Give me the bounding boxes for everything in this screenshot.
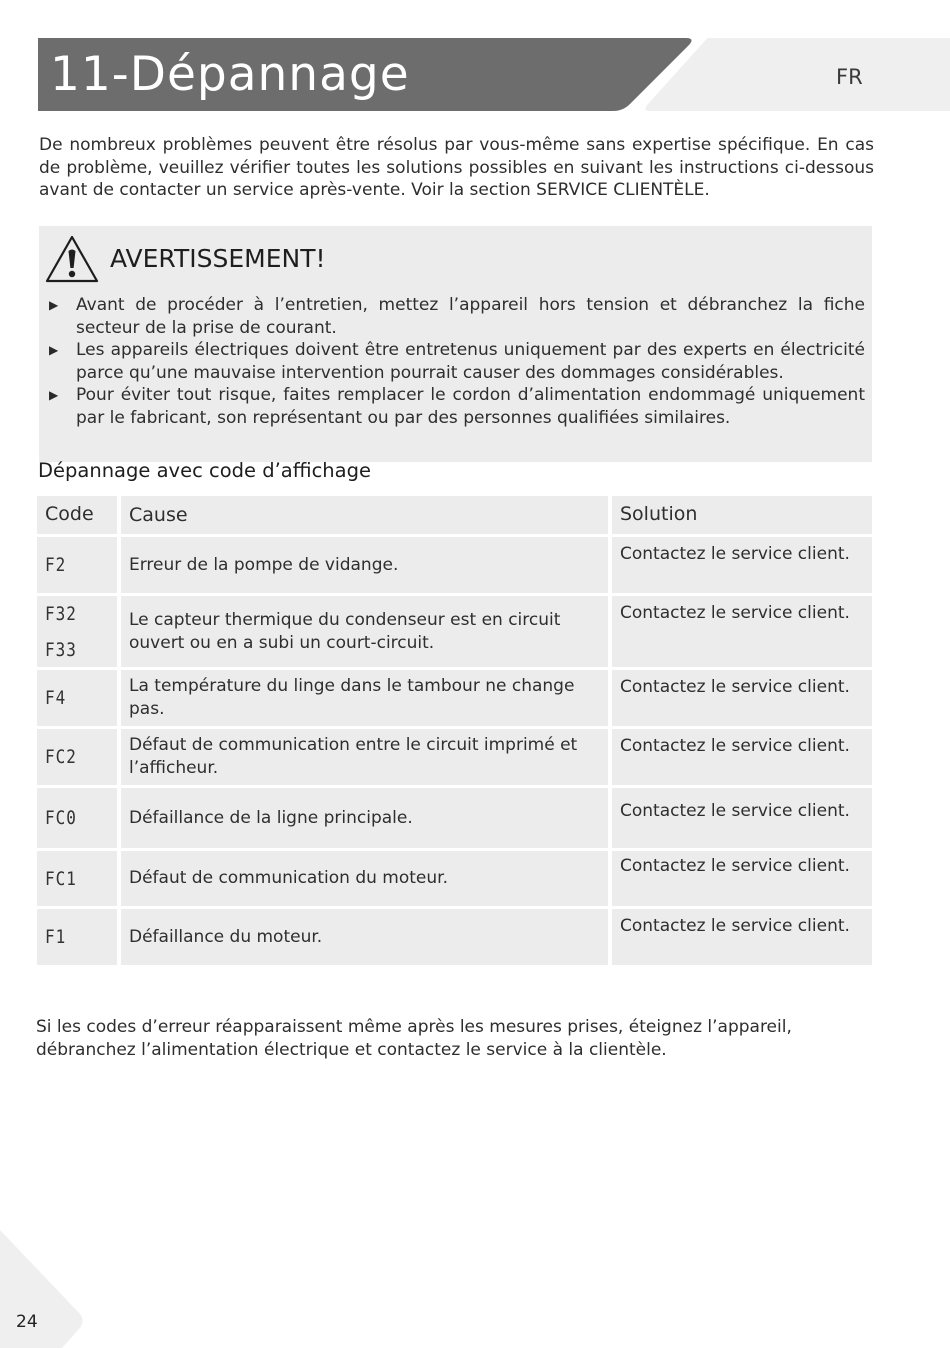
warning-item-text: Pour éviter tout risque, faites remplacer le cordon d’alimentation endommagé uniquement par le fabricant, son représentant ou par des personnes qualifiées similaires. (76, 385, 865, 428)
warning-triangle-icon (44, 234, 100, 284)
warning-item (47, 339, 865, 384)
solution-cell: Contactez le service client. (612, 729, 872, 785)
solution-cell: Contactez le service client. (612, 788, 872, 848)
header-code: Code (37, 496, 117, 534)
table-header-row (37, 496, 874, 534)
error-code: FC2 (45, 745, 77, 768)
table-row (37, 851, 874, 906)
table-row (37, 729, 874, 785)
page-corner-shape (0, 1230, 90, 1348)
solution-cell: Contactez le service client. (612, 670, 872, 726)
warning-list (47, 294, 865, 430)
code-cell (37, 851, 117, 906)
play-bullet-icon: ▶ (49, 388, 59, 403)
table-row (37, 537, 874, 593)
error-code: FC0 (45, 806, 77, 829)
play-bullet-icon: ▶ (49, 298, 59, 312)
warning-title: AVERTISSEMENT! (110, 244, 326, 273)
cause-cell: Défaut de communication du moteur. (121, 851, 608, 906)
warning-item-text: Les appareils électriques doivent être entretenus uniquement par des experts en électricité parce qu’une mauvaise intervention pourrait causer des dommages considérables. (76, 340, 865, 383)
header-solution: Solution (612, 496, 872, 534)
table-row (37, 788, 874, 848)
cause-cell: La température du linge dans le tambour ne change pas. (121, 670, 608, 726)
error-code: FC1 (45, 867, 77, 889)
code-cell (37, 596, 117, 667)
code-cell (37, 788, 117, 848)
play-bullet-icon: ▶ (49, 343, 59, 358)
cause-cell: Défaillance du moteur. (121, 909, 608, 965)
cause-cell: Le capteur thermique du condenseur est en circuit ouvert ou en a subi un court-circuit. (121, 596, 608, 667)
solution-cell: Contactez le service client. (612, 909, 872, 965)
table-row (37, 670, 874, 726)
footer-note: Si les codes d’erreur réapparaissent même après les mesures prises, éteignez l’appareil, débranchez l’alimentation électrique et contactez le service à la clientèle. (36, 1017, 792, 1060)
error-code: F4 (45, 686, 67, 709)
page-title: 11-Dépannage (50, 47, 410, 102)
cause-cell: Défaut de communication entre le circuit imprimé et l’afficheur. (121, 729, 608, 785)
solution-cell: Contactez le service client. (612, 596, 872, 667)
warning-item (47, 294, 865, 339)
solution-cell: Contactez le service client. (612, 851, 872, 906)
code-cell (37, 537, 117, 593)
warning-item-text: Avant de procéder à l’entretien, mettez l’appareil hors tension et débranchez la fiche secteur de la prise de courant. (76, 295, 865, 338)
error-code: F1 (45, 925, 67, 948)
code-cell (37, 670, 117, 726)
cause-cell: Erreur de la pompe de vidange. (121, 537, 608, 593)
code-cell (37, 729, 117, 785)
code-cell (37, 909, 117, 965)
language-tab (644, 38, 950, 111)
error-code: F32 (45, 602, 77, 624)
header-cause: Cause (121, 496, 608, 534)
error-code: F2 (45, 553, 67, 576)
table-row (37, 596, 874, 667)
page-number: 24 (16, 1312, 38, 1332)
table-row (37, 909, 874, 965)
solution-cell: Contactez le service client. (612, 537, 872, 593)
section-title: Dépannage avec code d’affichage (38, 459, 371, 482)
error-code: F33 (45, 638, 77, 660)
intro-paragraph: De nombreux problèmes peuvent être résolus par vous-même sans expertise spécifique. En cas de problème, veuillez vérifier toutes les solutions possibles en suivant les instructions ci-dessous avant de contacter un service après-vente. Voir la section SERVICE CLIENTÈLE. (39, 135, 874, 201)
warning-item (47, 384, 865, 429)
error-code-table (37, 496, 874, 968)
warning-box (39, 226, 872, 462)
language-label: FR (836, 65, 863, 89)
cause-cell: Défaillance de la ligne principale. (121, 788, 608, 848)
